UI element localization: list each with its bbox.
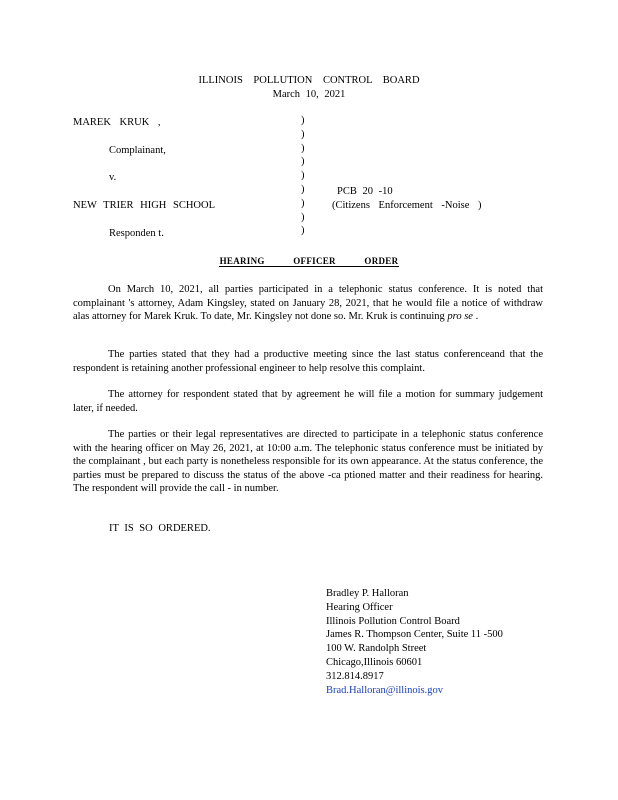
paragraph-1 <box>73 283 543 324</box>
closing-statement: IT IS SO ORDERED. <box>109 523 211 534</box>
signature-block <box>326 587 503 697</box>
paragraph-3 <box>73 388 543 415</box>
signer-address-2: 100 W. Randolph Street <box>326 643 427 655</box>
caption-paren-column: ) ) ) ) ) ) ) ) ) <box>301 115 305 237</box>
complainant-name: MAREK KRUK , <box>73 117 161 128</box>
signer-city: Chicago,Illinois 60601 <box>326 656 423 668</box>
respondent-role: Responden t. <box>109 228 164 239</box>
signer-email-link[interactable]: Brad.Halloran@illinois.gov <box>326 684 443 696</box>
order-title <box>0 256 618 266</box>
respondent-name: NEW TRIER HIGH SCHOOL <box>73 200 215 211</box>
paragraph-1-end: . <box>475 311 479 323</box>
order-title-text: HEARING OFFICER ORDER <box>219 256 399 266</box>
signer-address-1: James R. Thompson Center, Suite 11 -500 <box>326 629 503 641</box>
paragraph-1-text: On March 10, 2021, all parties participated in a telephonic status conference. It is noted that complainant 's attorney, Adam Kingsley, stated on January 28, 2021, that he would file a notice of withdraw alas attorney for Marek Kruk. To date, Mr. Kingsley not done so. Mr. Kruk is continuing <box>73 284 543 323</box>
paragraph-4 <box>73 428 543 496</box>
complainant-role: Complainant, <box>109 145 166 156</box>
pro-se-term: pro se <box>447 311 473 323</box>
signer-phone: 312.814.8917 <box>326 670 384 682</box>
order-date: March 10, 2021 <box>272 89 346 100</box>
paragraph-3-text: The attorney for respondent stated that by agreement he will file a motion for summary judgement later, if needed. <box>73 389 543 414</box>
case-type: (Citizens Enforcement -Noise ) <box>332 200 482 211</box>
case-number: PCB 20 -10 <box>337 186 393 197</box>
signer-title: Hearing Officer <box>326 601 393 613</box>
paragraph-4-text: The parties or their legal representatives are directed to participate in a telephonic status conference with the hearing officer on May 26, 2021, at 10:00 a.m. The telephonic status conference must be initiated by the complainant , but each party is nonetheless responsible for its own appearance. At the status conference, the parties must be prepared to discuss the status of the above -ca ptioned matter and their readiness for hearing. The respondent will provide the call - in number. <box>73 429 543 495</box>
paragraph-2 <box>73 348 543 375</box>
signer-org: Illinois Pollution Control Board <box>326 615 460 627</box>
paragraph-2-text: The parties stated that they had a productive meeting since the last status conferenceand that the respondent is retaining another professional engineer to help resolve this complaint. <box>73 349 543 374</box>
versus-label: v. <box>109 172 117 183</box>
agency-heading: ILLINOIS POLLUTION CONTROL BOARD <box>198 75 420 86</box>
signer-name: Bradley P. Halloran <box>326 588 409 599</box>
